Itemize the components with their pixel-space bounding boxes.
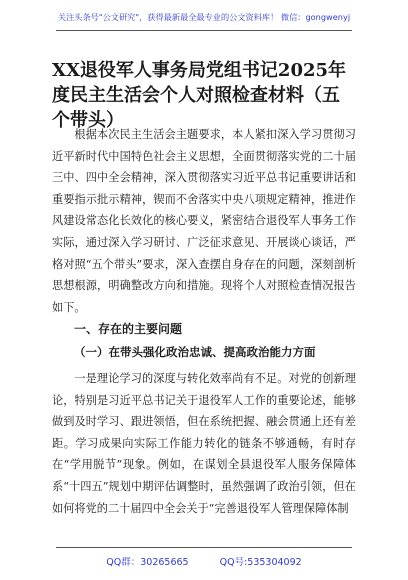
intro-paragraph: 根据本次民主生活会主题要求，本人紧扣深入学习贯彻习近平新时代中国特色社会主义思想，全面贯彻落实党的二十届三中、四中全会精神，深入贯彻落实习近平总书记重要讲话和重要指示批示精神，锲而不舍落实中央八项规定精神，推进作风建设常态化长效化的核心要义，紧密结合退役军人事务工作实际，通过深入学习研讨、广泛征求意见、开展谈心谈话，严格对照“五个带头”要求，深入查摆自身存在的问题，深刻剖析思想根源，明确整改方向和措施。现将个人对照检查情况报告如下。 [52,128,356,314]
footer [0,554,408,568]
document-title: XX退役军人事务局党组书记2025年度民主生活会个人对照检查材料（五个带头） [52,60,347,131]
subsection-heading: （一）在带头强化政治忠诚、提高政治能力方面 [74,345,316,359]
subsection-body-paragraph: 一是理论学习的深度与转化效率尚有不足。对党的创新理论，特别是习近平总书记关于退役军人工作的重要论述，能够做到及时学习、跟进领悟，但在系统把握、融会贯通上还有差距。学习成果向实际工作能力转化的链条不够通畅，有时存在“学用脱节”现象。例如，在谋划全县退役军人服务保障体系“十四五”规划中期评估调整时，虽然强调了政治引领，但在如何将党的二十届四中全会关于“完善退役军人管理保障体制 [52,372,356,515]
footer-qq-number: QQ号:535304092 [219,557,302,568]
footer-divider [56,547,352,548]
section-heading: 一、存在的主要问题 [74,322,183,336]
footer-qq-group: QQ群：30265665 [106,557,189,568]
header-banner: 关注头条号"公文研究"，获得最新最全最专业的公文资料库！ 微信：gongwenyj [57,12,351,22]
header-divider [56,30,352,31]
